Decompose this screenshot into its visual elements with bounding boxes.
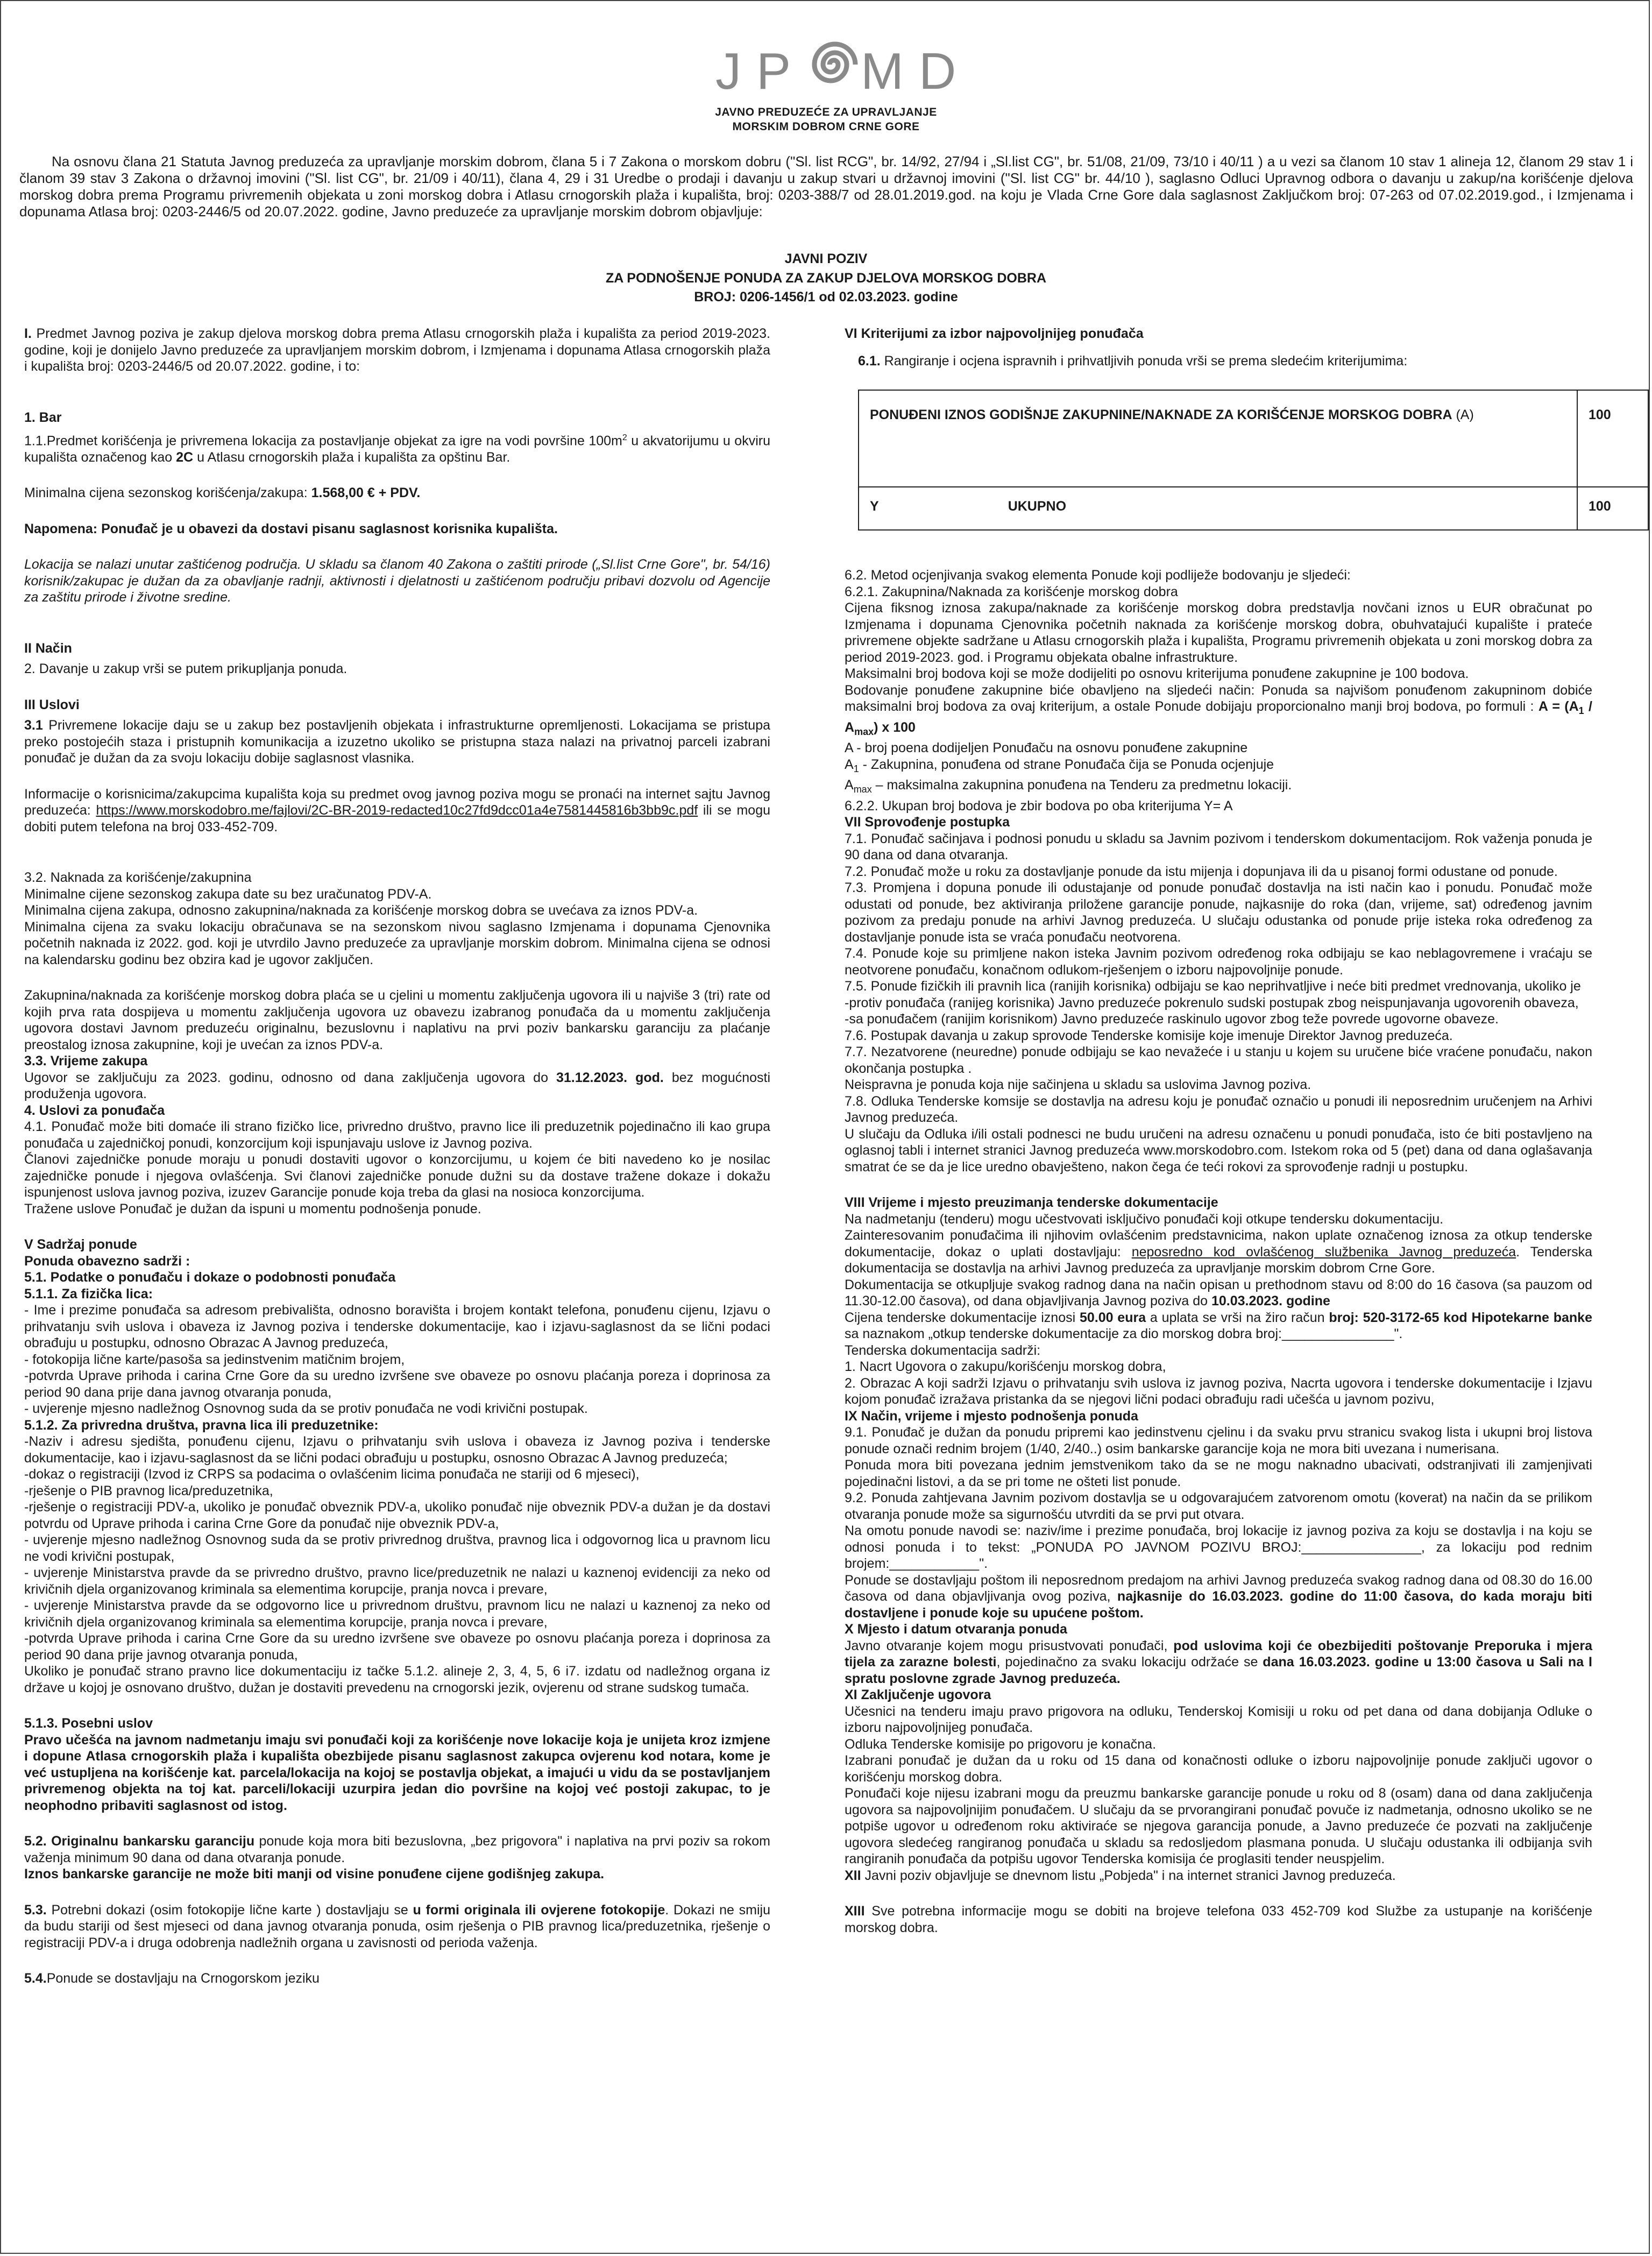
list-item: 2. Obrazac A koji sadrži Izjavu o prihvatanju svih uslova iz javnog poziva, Nacrta ugovora i tenderske dokumentacije i Izjavu kojom ponuđač izražava pristanka da se njegovi lični podaci obrađuju radi učešća u javnom pozivu, xyxy=(845,1375,1592,1407)
section-11-heading: XI Zaključenje ugovora xyxy=(845,1687,991,1702)
section-7-7-b: Neispravna je ponuda koja nije sačinjena u skladu sa uslovima Javnog poziva. xyxy=(845,1077,1311,1092)
section-7-4: 7.4. Ponude koje su primljene nakon isteka Javnim pozivom određenog roka odbijaju se kao neblagovremene i vraćaju se neotvorene ponuđaču, konačnom odlukom-rješenjem o izboru najpovoljnije ponude. xyxy=(845,946,1592,978)
section-10-heading: X Mjesto i datum otvaranja ponuda xyxy=(845,1622,1067,1637)
info-link[interactable]: https://www.morskodobro.me/fajlovi/2C-BR-2019-redacted10c27fd9dcc01a4e7581445816b3bb9c.pdf xyxy=(96,803,698,818)
table-row xyxy=(859,390,1648,487)
section-3-2-b: Minimalna cijena zakupa, odnosno zakupnina/naknada za korišćenje morskog dobra se uvećava za iznos PDV-a. xyxy=(24,903,698,918)
section-4-1-c: Tražene uslove Ponuđač je dužan da ispuni u momentu podnošenja ponude. xyxy=(24,1201,481,1217)
section-7-1: 7.1. Ponuđač sačinjava i podnosi ponudu u skladu sa Javnim pozivom i tenderskom dokumentacijom. Rok važenja ponuda je 90 dana od dana otvaranja. xyxy=(845,831,1592,862)
section-6-2-1-a: Cijena fiksnog iznosa zakupa/naknade za korišćenje morskog dobra predstavlja novčani iznos u EUR obračunat po Izmjenama i dopunama Cjenovnika početnih naknada za korišćenje morskog dobra, obuhvatajući kupalište i prateće privremene objekte sadržane u Atlasu crnogorskih plaža i kupališta, Programu privremenih objekata u zoni morskog dobra za period 2019-2023. god. i Programu objekata obalne infrastrukture. xyxy=(845,600,1592,665)
list-item: -potvrda Uprave prihoda i carina Crne Gore da su uredno izvršene sve obaveze po osnovu plaćanja poreza i doprinosa za period 90 dana prije dana javnog otvaranja ponuda, xyxy=(24,1368,770,1400)
list-item: 1. Nacrt Ugovora o zakupu/korišćenju morskog dobra, xyxy=(845,1359,1166,1374)
list-item: - Ime i prezime ponuđača sa adresom prebivališta, odnosno boravišta i brojem kontakt telefona, ponuđenu cijenu, Izjavu o prihvatanju svih uslova i obaveza iz Javnog poziva i tenderske dokumentacije, kao i izjavu-saglasnost da se lični podaci obrađuju u postupku, odnosno Obrazac A Javnog preduzeća, xyxy=(24,1303,770,1351)
section-3-2-d: Zakupnina/naknada za korišćenje morskog dobra plaća se u cjelini u momentu zaključenja ugovora ili u najviše 3 (tri) rate od kojih prva rata dospijeva u momentu zaključenja ugovora uz obavezu izabranog ponuđača da u momentu zaključenja ugovora dostavi Javnom preduzeću originalnu, bezuslovnu i naplativu na prvi poziv bankarsku garanciju za plaćanje preostalog iznosa zakupnine, koji je uvećan za iznos PDV-a. xyxy=(24,988,770,1052)
minimum-price: Minimalna cijena sezonskog korišćenja/zakupa: 1.568,00 € + PDV. xyxy=(24,485,421,501)
document-subtitle: ZA PODNOŠENJE PONUDA ZA ZAKUP DJELOVA MORSKOG DOBRA xyxy=(605,271,1047,286)
org-name-line2: MORSKIM DOBROM CRNE GORE xyxy=(732,121,920,133)
criteria-table xyxy=(858,390,1649,531)
right-column xyxy=(845,326,1611,1940)
section-5-3: 5.3. Potrebni dokazi (osim fotokopije lične karte ) dostavljaju se u formi originala ili ovjerene fotokopije. Dokazi ne smiju da budu stariji od šest mjeseci od dana javnog otvaranja ponuda, osim rješenja o PIB pravnog lica/preduzetnika, rješenje o registraciji PDV-a i druga odobrenja nadležnih organa u zavisnosti od perioda važenja. xyxy=(24,1902,770,1950)
section-8-heading: VIII Vrijeme i mjesto preuzimanja tenderske dokumentacije xyxy=(845,1195,1218,1210)
section-7-2: 7.2. Ponuđač može u roku za dostavljanje ponude da istu mijenja i dopunjava ili da u pisanoj formi odustane od ponude. xyxy=(845,864,1558,879)
info-paragraph: Informacije o korisnicima/zakupcima kupališta koja su predmet ovog javnog poziva mogu se pronaći na internet sajtu Javnog preduzeća: https://www.morskodobro.me/fajlovi/2C-BR-2019-redacted10c27fd9dcc01a4e7581445816b3bb9c.pdf ili se mogu dobiti putem telefona na broj 033-452-709. xyxy=(24,786,770,834)
section-13: XIII Sve potrebna informacije mogu se dobiti na brojeve telefona 033 452-709 kod Službe za ustupanje na korišćenje morskog dobra. xyxy=(845,1904,1592,1935)
section-5-1-3-text: Pravo učešća na javnom nadmetanju imaju svi ponuđači koji za korišćenje nove lokacije koja je unijeta kroz izmjene i dopune Atlasa crnogorskih plaža i kupališta obezbijede pisanu saglasnost zakupca ovjerenu kod notara, kome je već ustupljena na korišćenje kat. parcela/lokacija na kojoj se postavlja objekat, a imajući u vidu da se postavljanjem privremenog objekta na toj kat. parceli/lokaciji uzurpira jedan dio površine na kojoj već postoji zakupac, to je neophodno pribaviti saglasnost od istog. xyxy=(24,1732,770,1813)
intro-paragraph: Na osnovu člana 21 Statuta Javnog preduzeća za upravljanje morskim dobrom, člana 5 i 7 Zakona o morskom dobru ("Sl. list RCG", br. 14/92, 27/94 i „Sl.list CG", br. 51/08, 21/09, 73/10 i 40/11 ) a u vezi sa članom 10 stav 1 alineja 12, članom 29 stav 1 i članom 39 stav 3 Zakona o državnoj imovini ("Sl. list CG", br. 21/09 i 40/11), člana 4, 29 i 31 Uredbe o prodaji i davanju u zakup stvari u državnoj imovini ("Sl. list CG" br. 44/10 ), saglasno Odluci Upravnog odbora o davanju u zakup/na korišćenje djelova morskog dobra prema Programu privremenih objekata u zoni morskog dobra i Atlasu crnogorskih plaža i kupališta, broj: 0203-388/7 od 28.01.2019.god. na koju je Vlada Crne Gore dala saglasnost Zaključkom broj: 07-263 od 07.02.2019.god., i Izmjenama i dopunama Atlasa broj: 0203-2446/5 od 20.07.2022. godine, Javno preduzeće za upravljanje morskim dobrom objavljuje: xyxy=(19,153,1633,220)
section-10-text: Javno otvaranje kojem mogu prisustvovati ponuđači, pod uslovima koji će obezbijediti poštovanje Preporuka i mjera tijela za zarazne bolesti, pojedinačno za svaku lokaciju održaće se dana 16.03.2023. godine u 13:00 časova u Sali na I spratu poslovne zgrade Javnog preduzeća. xyxy=(845,1638,1592,1686)
section-7-heading: VII Sprovođenje postupka xyxy=(845,815,1010,830)
section-6-heading: VI Kriterijumi za izbor najpovoljnijeg ponuđača xyxy=(845,326,1144,341)
section-7-8: 7.8. Odluka Tenderske komsije se dostavlja na adresu koju je ponuđač označio u ponudi ili neposrednim uručenjem na Arhivi Javnog preduzeća. xyxy=(845,1093,1592,1125)
logo-right-letters: MD xyxy=(861,43,972,100)
section-12: XII Javni poziv objavljuje se dnevnom listu „Pobjeda" i na internet stranici Javnog preduzeća. xyxy=(845,1868,1396,1883)
section-3-3-text: Ugovor se zaključuju za 2023. godinu, odnosno od dana zaključenja ugovora do 31.12.2023. god. bez mogućnosti produženja ugovora. xyxy=(24,1070,771,1102)
list-item: -potvrda Uprave prihoda i carina Crne Gore da su uredno izvršene sve obaveze po osnovu plaćanja poreza i doprinosa za period 90 dana prije javnog otvaranja ponuda, xyxy=(24,1631,770,1663)
section-6-2-2: 6.2.2. Ukupan broj bodova je zbir bodova po oba kriterijuma Y= A xyxy=(845,798,1233,814)
section-9-heading: IX Način, vrijeme i mjesto podnošenja ponuda xyxy=(845,1408,1138,1424)
location-description: 1.1.Predmet korišćenja je privremena lokacija za postavljanje objekat za igre na vodi površine $100m^2$ u akvatorijumu u okviru kupališta označenog kao 2C u Atlasu crnogorskih plaža i kupališta za opštinu Bar. xyxy=(24,433,770,465)
list-item: -Naziv i adresu sjedišta, ponuđenu cijenu, Izjavu o prihvatanju svih uslova i obaveza iz Javnog poziva i tenderske dokumentacije, kao i izjavu-saglasnost da se lični podaci obrađuju u postupku, osnosno Obrazac A Javnog preduzeća; xyxy=(24,1434,770,1466)
section-5-4: 5.4.Ponude se dostavljaju na Crnogorskom jeziku xyxy=(24,1971,320,1986)
section-8-c: Dokumentacija se otkupljuje svakog radnog dana na način opisan u prethodnom stavu od 8:00 do 16 časova (sa pauzom od 11.30-12.00 časova), od dana objavljivanja Javnog poziva do 10.03.2023. godine xyxy=(845,1277,1592,1309)
section-5-2-b: Iznos bankarske garancije ne može biti manji od visine ponuđene cijene godišnjeg zakupa. xyxy=(24,1866,605,1882)
definition-amax: $A_{max}$ – maksimalna zakupnina ponuđena na Tenderu za predmetnu lokaciji. xyxy=(845,777,1292,795)
location-heading-bar: 1. Bar xyxy=(24,409,62,425)
section-8-e: Tenderska dokumentacija sadrži: xyxy=(845,1342,1041,1358)
list-item: -dokaz o registraciji (Izvod iz CRPS sa podacima o ovlašćenim licima ponuđača ne stariji od 6 mjeseci), xyxy=(24,1467,640,1482)
list-item: - uvjerenje Ministarstva pravde da se privredno društvo, pravno lice/preduzetnik ne nalazi u kaznenoj evidenciji za neko od krivičnih djela organizovanog kriminala sa elementima korupcije, pranja novca i prevare, xyxy=(24,1565,770,1597)
section-3-2-heading: 3.2. Naknada za korišćenje/zakupnina xyxy=(24,870,252,886)
section-2-text: 2. Davanje u zakup vrši se putem prikupljanja ponuda. xyxy=(24,661,348,677)
section-7-8-b: U slučaju da Odluka i/ili ostali podnesci ne budu uručeni na adresu označenu u ponudi ponuđača, isto će biti postavljeno na oglasnoj tabli i internet stranici Javnog preduzeća www.morskodobro.com. Istekom roka od 5 (pet) dana od dana oglašavanja smatrat će se da je lice uredno obavješteno, nakon čega će teći rokovi za sprovođenje radnji u postupku. xyxy=(845,1126,1592,1175)
jpmd-logo xyxy=(715,32,972,100)
section-9-2: 9.2. Ponuda zahtjevana Javnim pozivom dostavlja se u odgovarajućem zatvorenom omotu (koverat) na način da se prilikom otvaranja ponude može sa sigurnošću utvrditi da se prvi put otvara. xyxy=(845,1490,1592,1522)
criteria-label-cell: PONUĐENI IZNOS GODIŠNJE ZAKUPNINE/NAKNADE ZA KORIŠĆENJE MORSKOG DOBRA (A) xyxy=(859,390,1577,487)
list-item: -rješenje o registraciji PDV-a, ukoliko je ponuđač obveznik PDV-a, ukoliko ponuđač nije obveznik PDV-a dužan je da dostavi potvrdu od Uprave prihoda i carina Crne Gore da ponuđač nije obveznik PDV-a, xyxy=(24,1500,770,1531)
org-name-line1: JAVNO PREDUZEĆE ZA UPRAVLJANJE xyxy=(715,106,937,118)
spiral-shell-icon xyxy=(804,32,863,97)
section-5-heading: V Sadržaj ponude xyxy=(24,1237,137,1253)
section-9-2-b: Na omotu ponude navodi se: naziv/ime i prezime ponuđača, broj lokacije iz javnog poziva za koju se dostavlja i na koju se odnosi ponuda i to tekst: „PONUDA PO JAVNOM POZIVU BROJ:________________, za lokaciju pod rednim brojem:____________". xyxy=(845,1523,1592,1571)
list-item: -protiv ponuđača (ranijeg korisnika) Javno preduzeće pokrenulo sudski postupak zbog neispunjavanja ugovorenih obaveza, xyxy=(845,995,1579,1010)
section-3-3-heading: 3.3. Vrijeme zakupa xyxy=(24,1053,148,1069)
section-7-5: 7.5. Ponude fizičkih ili pravnih lica (ranijih korisnika) odbijaju se kao neprihvatljive i neće biti predmet vrednovanja, ukoliko je xyxy=(845,979,1581,994)
section-6-1: 6.1. Rangiranje i ocjena ispravnih i prihvatljivih ponuda vrši se prema sledećim kriterijumima: xyxy=(858,353,1408,369)
total-points-cell: 100 xyxy=(1577,487,1648,530)
list-item: - uvjerenje mjesno nadležnog Osnovnog suda da se protiv privrednog društva, pravnog lica i odgovornog lica u pravnom licu ne vodi krivični postupak, xyxy=(24,1532,770,1564)
protected-area-note: Lokacija se nalazi unutar zaštićenog područja. U skladu sa članom 40 Zakona o zaštiti prirode („Sl.list Crne Gore", br. 54/16) korisnik/zakupac je dužan da za obavljanje radnji, aktivnosti i djelatnosti u zaštićenom području pribavi dozvolu od Agencije za zaštitu prirode i životne sredine. xyxy=(24,557,770,605)
section-6-2-1: 6.2.1. Zakupnina/Naknada za korišćenje morskog dobra xyxy=(845,584,1178,599)
section-3-2-c: Minimalna cijena za svaku lokaciju obračunava se na sezonskom nivou saglasno Izmjenama i dopunama Cjenovnika početnih naknada iz 2022. god. koji je utvrdilo Javno preduzeće za upravljanje morskim dobrom. Minimalna cijena se odnosi na kalendarsku godinu bez obzira kad je ugovor zaključen. xyxy=(24,919,770,967)
list-item: - uvjerenje Ministarstva pravde da se odgovorno lice u privrednom društvu, pravnom licu ne nalazi u kaznenoj za neko od krivičnih djela organizovanog kriminala sa elementima korupcije, pranja novca i prevare, xyxy=(24,1598,770,1630)
section-9-2-c: Ponude se dostavljaju poštom ili neposrednom predajom na arhivi Javnog preduzeća svakog radnog dana od 08.30 do 16.00 časova od dana objavljivanja ovog poziva, najkasnije do 16.03.2023. godine do 11:00 časova, do kada moraju biti dostavljene i ponude koje su upućene poštom. xyxy=(845,1572,1592,1621)
section-6-2-1-c: Bodovanje ponuđene zakupnine biće obavljeno na sljedeći način: Ponuda sa najvišom ponuđenom zakupninom dobiće maksimalni broj bodova za ovaj kriterijum, a ostale Ponude dobijaju proporcionalno manji broj bodova, po formuli : $A = (A_1 / A_{max})$ x 100 xyxy=(845,682,1592,737)
document-title: JAVNI POZIV xyxy=(784,251,868,266)
section-9-1: 9.1. Ponuđač je dužan da ponudu pripremi kao jedinstvenu cjelinu i da svaku prvu stranicu svakog lista i ukupni broj listova ponude označi rednim brojem (1/40, 2/40..) osim bankarske garancije koja ne mora biti uvezana i numerisana. xyxy=(845,1425,1592,1456)
logo-left-letters: JP xyxy=(715,43,806,100)
section-3-heading: III Uslovi xyxy=(24,697,80,712)
table-row xyxy=(859,487,1648,530)
section-4-1-b: Članovi zajedničke ponude moraju u ponudi dostaviti ugovor o konzorcijumu, u kojem će biti navedeno ko je nosilac zajedničke ponude i njegova ovlašćenja. Svi članovi zajedničke ponude dužni su da dostave tražene dokaze i dokažu ispunjenost uslova javnog poziva, izuzev Garancije ponude koja treba da glasi na nosioca konzorcijuma. xyxy=(24,1152,770,1200)
list-item: Ukoliko je ponuđač strano pravno lice dokumentaciju iz tačke 5.1.2. alineje 2, 3, 4, 5, 6 i7. izdatu od nadležnog organa iz države u kojoj je osnovano društvo, dužan je dostaviti prevedenu na crnogorski jezik, ovjerenu od strane sudskog tumača. xyxy=(24,1664,770,1695)
section-1-subject: I. Predmet Javnog poziva je zakup djelova morskog dobra prema Atlasu crnogorskih plaža i kupališta za period 2019-2023. godine, koji je donijelo Javno preduzeće za upravljanjem morskim dobrom, i Izmjenama i dopunama Atlasa crnogorskih plaža i kupališta broj: 0203-2446/5 od 20.07.2022. godine, i to: xyxy=(24,326,770,374)
criteria-points-cell: 100 xyxy=(1577,390,1648,487)
section-3-2-a: Minimalne cijene sezonskog zakupa date su bez uračunatog PDV-A. xyxy=(24,886,432,902)
list-item: - uvjerenje mjesno nadležnog Osnovnog suda da se protiv ponuđača ne vodi krivični postupak. xyxy=(24,1401,588,1417)
section-8-b: Zainteresovanim ponuđačima ili njihovim ovlašćenim predstavnicima, nakon uplate označenog iznosa za otkup tenderske dokumentacije, dokaz o uplati dostavljaju: neposredno kod ovlašćenog službenika Javnog preduzeća. Tenderska dokumentacija se dostavlja na arhivi Javnog preduzeća za upravljanje morskim dobrom Crne Gore. xyxy=(845,1228,1592,1276)
section-5-1-2-heading: 5.1.2. Za privredna društva, pravna lica ili preduzetnike: xyxy=(24,1417,379,1433)
section-7-3: 7.3. Promjena i dopuna ponude ili odustajanje od ponude ponuđač dostavlja na isti način kao i ponudu. Ponuđač može odustati od ponude, bez aktiviranja priložene garancije ponude, najkasnije do roka (dan, vrijeme, sat) određenog javnim pozivom za predaju ponude na arhivi Javnog preduzeća. U slučaju odustanka od ponude prije isteka roka određenog za dostavljanje ponude ista se vraća ponuđaču neotvorena. xyxy=(845,880,1592,945)
section-5-2: 5.2. Originalnu bankarsku garanciju ponude koja mora biti bezuslovna, „bez prigovora" i naplativa na prvi poziv sa rokom važenja minimum 90 dana od dana otvaranja ponude. xyxy=(24,1834,770,1865)
section-8-d: Cijena tenderske dokumentacije iznosi 50.00 eura a uplata se vrši na žiro račun broj: 520-3172-65 kod Hipotekarne banke sa naznakom „otkup tenderske dokumentacije za dio morskog dobra broj:_______________". xyxy=(845,1310,1592,1341)
section-11-a: Učesnici na tenderu imaju pravo prigovora na odluku, Tenderskoj Komisiji u roku od pet dana od dana dobijanja Odluke o izboru najpovoljnijeg ponuđača. xyxy=(845,1703,1592,1735)
section-6-2-1-b: Maksimalni broj bodova koji se može dodijeliti po osnovu kriterijuma ponuđene zakupnine je 100 bodova. xyxy=(845,666,1469,681)
section-9-1-b: Ponuda mora biti povezana jednim jemstvenikom tako da se ne mogu naknadno ubacivati, odstranjivati ili zamjenjivati pojedinačni listovi, a da se pri tome ne ošteti list ponude. xyxy=(845,1458,1592,1489)
section-11-c: Izabrani ponuđač je dužan da u roku od 15 dana od konačnosti odluke o izboru najpovoljnije ponude zaključi ugovor o korišćenju morskog dobra. xyxy=(845,1753,1592,1785)
section-4-1: 4.1. Ponuđač može biti domaće ili strano fizičko lice, privredno društvo, pravno lice ili preduzetnik pojedinačno ili kao grupa ponuđača u zajedničkoj ponudi, konzorcijum koji ispunjavaju uslove iz Javnog poziva. xyxy=(24,1119,770,1151)
section-5-1-3-heading: 5.1.3. Posebni uslov xyxy=(24,1716,153,1731)
section-6-2: 6.2. Metod ocjenjivanja svakog elementa Ponude koji podliježe bodovanju je sljedeći: xyxy=(845,568,1351,583)
total-label-cell: Y UKUPNO xyxy=(859,487,1577,530)
section-11-d: Ponuđači koje nijesu izabrani mogu da preuzmu bankarske garancije ponude u roku od 8 (osam) dana od dana zaključenja ugovora sa najpovoljnijim ponuđačem. U slučaju da se prvorangirani ponuđač povuče iz nadmetanja, odnosno ukoliko se ne potpiše ugovor u određenom roku aktiviraće se njegova garancija ponude, a Javno preduzeće će pozvati na zaključenje ugovora sledećeg rangiranog ponuđača u skladu sa redosljedom plasmana ponuda. U slučaju odustanka ili odbijanja svih rangiranih ponuđača da potpišu ugovor Tenderska komisija će proglasiti tender neuspjelim. xyxy=(845,1786,1592,1866)
section-5-1-1-heading: 5.1.1. Za fizička lica: xyxy=(24,1286,153,1302)
list-item: -sa ponuđačem (ranijim korisnikom) Javno preduzeće raskinulo ugovor zbog teže povrede ugovorne obaveze. xyxy=(845,1012,1499,1027)
section-5-intro: Ponuda obavezno sadrži : xyxy=(24,1253,190,1269)
document-number: BROJ: 0206-1456/1 od 02.03.2023. godine xyxy=(694,289,958,305)
left-column xyxy=(24,326,770,1991)
list-item: - fotokopija lične karte/pasoša sa jedinstvenim matičnim brojem, xyxy=(24,1352,405,1367)
section-2-heading: II Način xyxy=(24,640,72,656)
section-7-6: 7.6. Postupak davanja u zakup sprovode Tenderske komisije koje imenuje Direktor Javnog preduzeća. xyxy=(845,1028,1453,1043)
section-11-b: Odluka Tenderske komisije po prigovoru je konačna. xyxy=(845,1736,1157,1752)
list-item: -rješenje o PIB pravnog lica/preduzetnika, xyxy=(24,1483,273,1498)
definition-a: A - broj poena dodijeljen Ponuđaču na osnovu ponuđene zakupnine xyxy=(845,740,1248,755)
section-8-a: Na nadmetanju (tenderu) mogu učestvovati isključivo ponuđači koji otkupe tendersku dokumentaciju. xyxy=(845,1211,1444,1227)
definition-a1: $A_1$ - Zakupnina, ponuđena od strane Ponuđača čija se Ponuda ocjenjuje xyxy=(845,756,1274,774)
section-4-heading: 4. Uslovi za ponuđača xyxy=(24,1102,165,1118)
section-5-1-heading: 5.1. Podatke o ponuđaču i dokaze o podobnosti ponuđača xyxy=(24,1270,396,1285)
scoring-formula: $A = (A_1 / A_{max})$ x 100 xyxy=(845,699,1592,737)
section-3-1: 3.1 Privremene lokacije daju se u zakup bez postavljenih objekata i infrastrukturne opremljenosti. Lokacijama se pristupa preko postojećih staza i pristupnih komunikacija a izuzetno ukoliko se pristupna staza nalazi na privatnoj parceli izabrani ponuđač je dužan da za svoju lokaciju dobije saglasnost vlasnika. xyxy=(24,718,770,766)
consent-note: Napomena: Ponuđač je u obavezi da dostavi pisanu saglasnost korisnika kupališta. xyxy=(24,521,558,536)
section-7-7: 7.7. Nezatvorene (neuredne) ponude odbijaju se kao nevažeće i u stanju u kojem su uručene biće vraćene ponuđaču, nakon okončanja postupka . xyxy=(845,1044,1592,1076)
